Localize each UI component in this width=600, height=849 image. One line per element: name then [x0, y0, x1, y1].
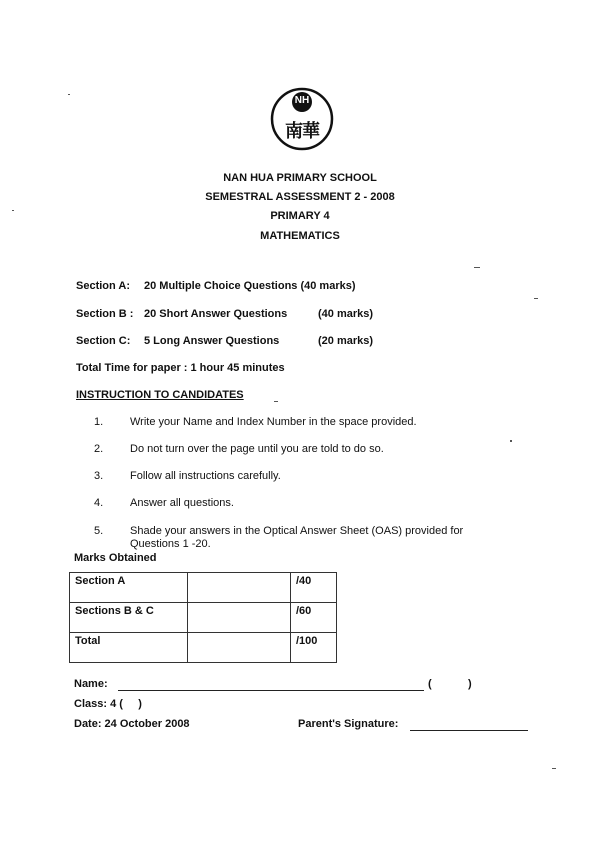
- marks-row-label: Total: [70, 633, 188, 663]
- subject-label: MATHEMATICS: [260, 230, 340, 242]
- instruction-number: 5.: [94, 525, 104, 537]
- name-label: Name:: [74, 678, 108, 690]
- signature-label: Parent's Signature:: [298, 718, 399, 730]
- scan-speck: [552, 768, 556, 769]
- index-bracket-close: ): [468, 678, 472, 690]
- section-b-desc: 20 Short Answer Questions: [144, 308, 288, 320]
- section-b-name: Section B :: [76, 308, 134, 320]
- marks-row-label: Section A: [70, 573, 188, 603]
- section-a-desc: 20 Multiple Choice Questions (40 marks): [144, 280, 356, 292]
- scan-speck: [68, 94, 70, 95]
- section-c-marks: (20 marks): [318, 335, 374, 347]
- section-c-desc: 5 Long Answer Questions: [144, 335, 280, 347]
- marks-row-total: /40: [291, 573, 337, 603]
- instruction-text: Do not turn over the page until you are told to do so.: [130, 443, 384, 455]
- instruction-text: Answer all questions.: [130, 497, 234, 509]
- level-label: PRIMARY 4: [270, 210, 330, 222]
- marks-heading: Marks Obtained: [74, 552, 157, 564]
- table-row: [70, 603, 337, 633]
- total-time: Total Time for paper : 1 hour 45 minutes: [76, 362, 285, 374]
- scan-speck: [474, 267, 480, 268]
- marks-row-value: [188, 633, 291, 663]
- section-b-marks: (40 marks): [318, 308, 374, 320]
- instruction-text: Shade your answers in the Optical Answer Sheet (OAS) provided for Questions 1 -20.: [130, 525, 464, 550]
- school-logo: [270, 86, 334, 152]
- scan-speck: [510, 440, 512, 442]
- section-a-name: Section A:: [76, 280, 130, 292]
- instruction-text: Write your Name and Index Number in the space provided.: [130, 416, 417, 428]
- assessment-title: SEMESTRAL ASSESSMENT 2 - 2008: [205, 191, 395, 203]
- name-field-line[interactable]: [118, 690, 424, 691]
- marks-row-value: [188, 603, 291, 633]
- index-bracket-open: (: [428, 678, 432, 690]
- marks-row-value: [188, 573, 291, 603]
- instruction-number: 3.: [94, 470, 104, 482]
- instructions-heading: INSTRUCTION TO CANDIDATES: [76, 389, 244, 401]
- date-label: Date: 24 October 2008: [74, 718, 190, 730]
- instruction-number: 2.: [94, 443, 104, 455]
- scan-speck: [534, 298, 538, 299]
- marks-row-total: /60: [291, 603, 337, 633]
- logo-monogram: NH: [294, 95, 310, 106]
- class-label: Class: 4 ( ): [74, 698, 142, 710]
- marks-row-label: Sections B & C: [70, 603, 188, 633]
- table-row: [70, 573, 337, 603]
- instruction-number: 4.: [94, 497, 104, 509]
- section-c-name: Section C:: [76, 335, 131, 347]
- instruction-number: 1.: [94, 416, 104, 428]
- instruction-text: Follow all instructions carefully.: [130, 470, 281, 482]
- signature-line[interactable]: [410, 730, 528, 731]
- scan-speck: [12, 210, 14, 211]
- scan-speck: [274, 401, 278, 402]
- school-name: NAN HUA PRIMARY SCHOOL: [223, 172, 377, 184]
- logo-chinese-text: 南華: [285, 121, 319, 141]
- table-row: [70, 633, 337, 663]
- marks-row-total: /100: [291, 633, 337, 663]
- marks-table: [69, 572, 337, 663]
